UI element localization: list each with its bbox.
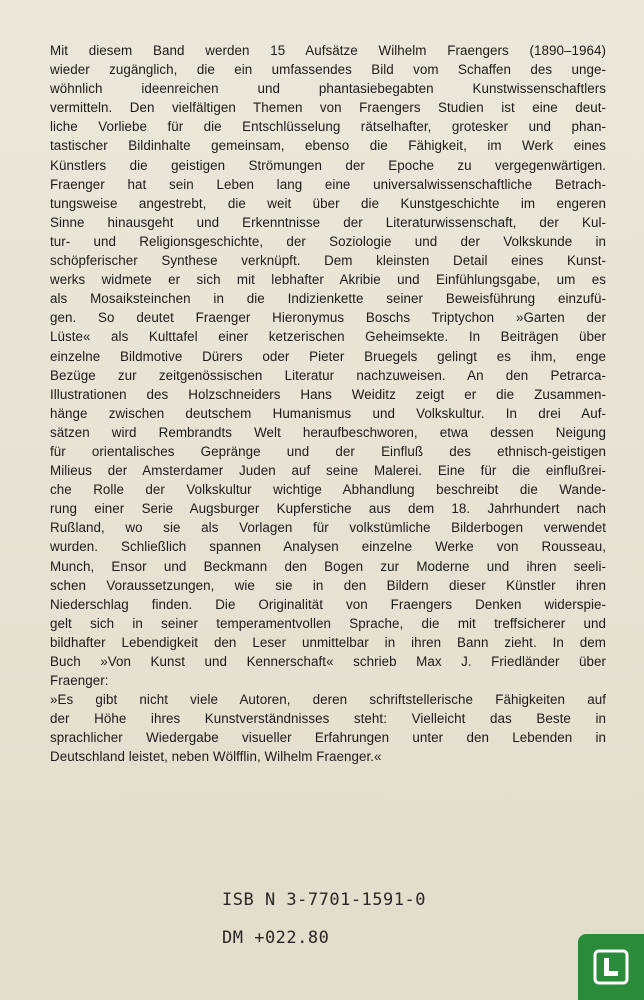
site-badge xyxy=(578,934,644,1000)
blurb-line: Künstlers die geistigen Strömungen der Epoche zu vergegenwärtigen. xyxy=(50,157,606,173)
blurb-line: gen. So deutet Fraenger Hieronymus Boschs Triptychon »Garten der xyxy=(50,310,606,326)
logo-icon xyxy=(591,947,631,987)
blurb-line: Sinne hinausgeht und Erkenntnisse der Literaturwissenschaft, der Kul- xyxy=(50,214,606,230)
blurb-quote xyxy=(50,690,606,766)
blurb-line: Illustrationen des Holzschneiders Hans Weiditz zeigt er die Zusammen- xyxy=(50,386,606,402)
blurb-line: für orientalisches Gepränge und der Einfluß des ethnisch-geistigen xyxy=(50,443,606,459)
blurb-line: bildhafter Lebendigkeit den Leser unmittelbar in ihren Bann zieht. In dem xyxy=(50,634,606,650)
blurb-line: rung einer Serie Augsburger Kupferstiche aus dem 18. Jahrhundert nach xyxy=(50,501,606,517)
blurb-line: vermitteln. Den vielfältigen Themen von Fraengers Studien ist eine deut- xyxy=(50,100,606,116)
blurb-line: Rußland, wo sie als Vorlagen für volkstümliche Bilderbogen verwendet xyxy=(50,520,606,536)
blurb-line: hänge zwischen deutschem Humanismus und Volkskultur. In drei Auf- xyxy=(50,405,606,421)
blurb-line: schen Voraussetzungen, wie sie in den Bildern dieser Künstler ihren xyxy=(50,577,606,593)
blurb-line: wöhnlich ideenreichen und phantasiebegabten Kunstwissenschaftlers xyxy=(50,81,606,97)
blurb-line: wurden. Schließlich spannen Analysen einzelne Werke von Rousseau, xyxy=(50,539,606,555)
isbn-number: ISB N 3-7701-1591-0 xyxy=(222,890,426,910)
blurb-line: Mit diesem Band werden 15 Aufsätze Wilhelm Fraengers (1890–1964) xyxy=(50,43,606,58)
price-label: DM +022.80 xyxy=(222,928,330,948)
quote-line: der Höhe ihres Kunstverständnisses steht: Vielleicht das Beste in xyxy=(50,711,606,727)
blurb-line: schöpferischer Synthese verknüpft. Dem kleinsten Detail eines Kunst- xyxy=(50,253,606,269)
blurb-line: Lüste« als Kulttafel einer ketzerischen Geheimsekte. In Beiträgen über xyxy=(50,329,606,345)
blurb-line: Milieus der Amsterdamer Juden auf seine Malerei. Eine für die einflußrei- xyxy=(50,463,606,479)
blurb-line: Buch »Von Kunst und Kennerschaft« schrieb Max J. Friedländer über xyxy=(50,654,606,669)
blurb-text xyxy=(50,41,606,767)
blurb-line: tur- und Religionsgeschichte, der Soziologie und der Volkskunde in xyxy=(50,233,606,249)
blurb-line: tungsweise angestrebt, die weit über die Kunstgeschichte im engeren xyxy=(50,195,606,211)
blurb-line: Fraenger hat sein Leben lang eine universalwissenschaftliche Betrach- xyxy=(50,176,606,192)
blurb-line: sätzen wird Rembrandts Welt heraufbeschworen, etwa dessen Neigung xyxy=(50,424,606,440)
blurb-line: einzelne Bildmotive Dürers oder Pieter Bruegels gelingt es ihm, enge xyxy=(50,348,606,364)
quote-line: »Es gibt nicht viele Autoren, deren schriftstellerische Fähigkeiten auf xyxy=(50,692,606,708)
blurb-line: gelt sich in seiner temperamentvollen Sprache, die mit treffsicherer und xyxy=(50,615,606,631)
blurb-line: che Rolle der Volkskultur wichtige Abhandlung beschreibt die Wande- xyxy=(50,482,606,498)
blurb-line: wieder zugänglich, die ein umfassendes Bild vom Schaffen des unge- xyxy=(50,62,606,78)
blurb-line: Fraenger: xyxy=(50,673,109,689)
blurb-line: Niederschlag finden. Die Originalität von Fraengers Denken widerspie- xyxy=(50,596,606,612)
blurb-line: tastischer Bildinhalte gemeinsam, ebenso die Fähigkeit, im Werk eines xyxy=(50,138,606,154)
blurb-line: liche Vorliebe für die Entschlüsselung rätselhafter, grotesker und phan- xyxy=(50,119,606,135)
blurb-line: als Mosaiksteinchen in die Indizienkette seiner Beweisführung einzufü- xyxy=(50,291,606,307)
blurb-line: Munch, Ensor und Beckmann den Bogen zur Moderne und ihren seeli- xyxy=(50,558,606,574)
blurb-paragraph xyxy=(50,41,606,690)
quote-line: sprachlicher Wiedergabe visueller Erfahrungen unter den Lebenden in xyxy=(50,730,606,746)
blurb-line: Bezüge zur zeitgenössischen Literatur nachzuweisen. An den Petrarca- xyxy=(50,367,606,383)
blurb-line: werks widmete er sich mit lebhafter Akribie und Einfühlungsgabe, um es xyxy=(50,272,606,288)
quote-line: Deutschland leistet, neben Wölfflin, Wilhelm Fraenger.« xyxy=(50,749,382,765)
